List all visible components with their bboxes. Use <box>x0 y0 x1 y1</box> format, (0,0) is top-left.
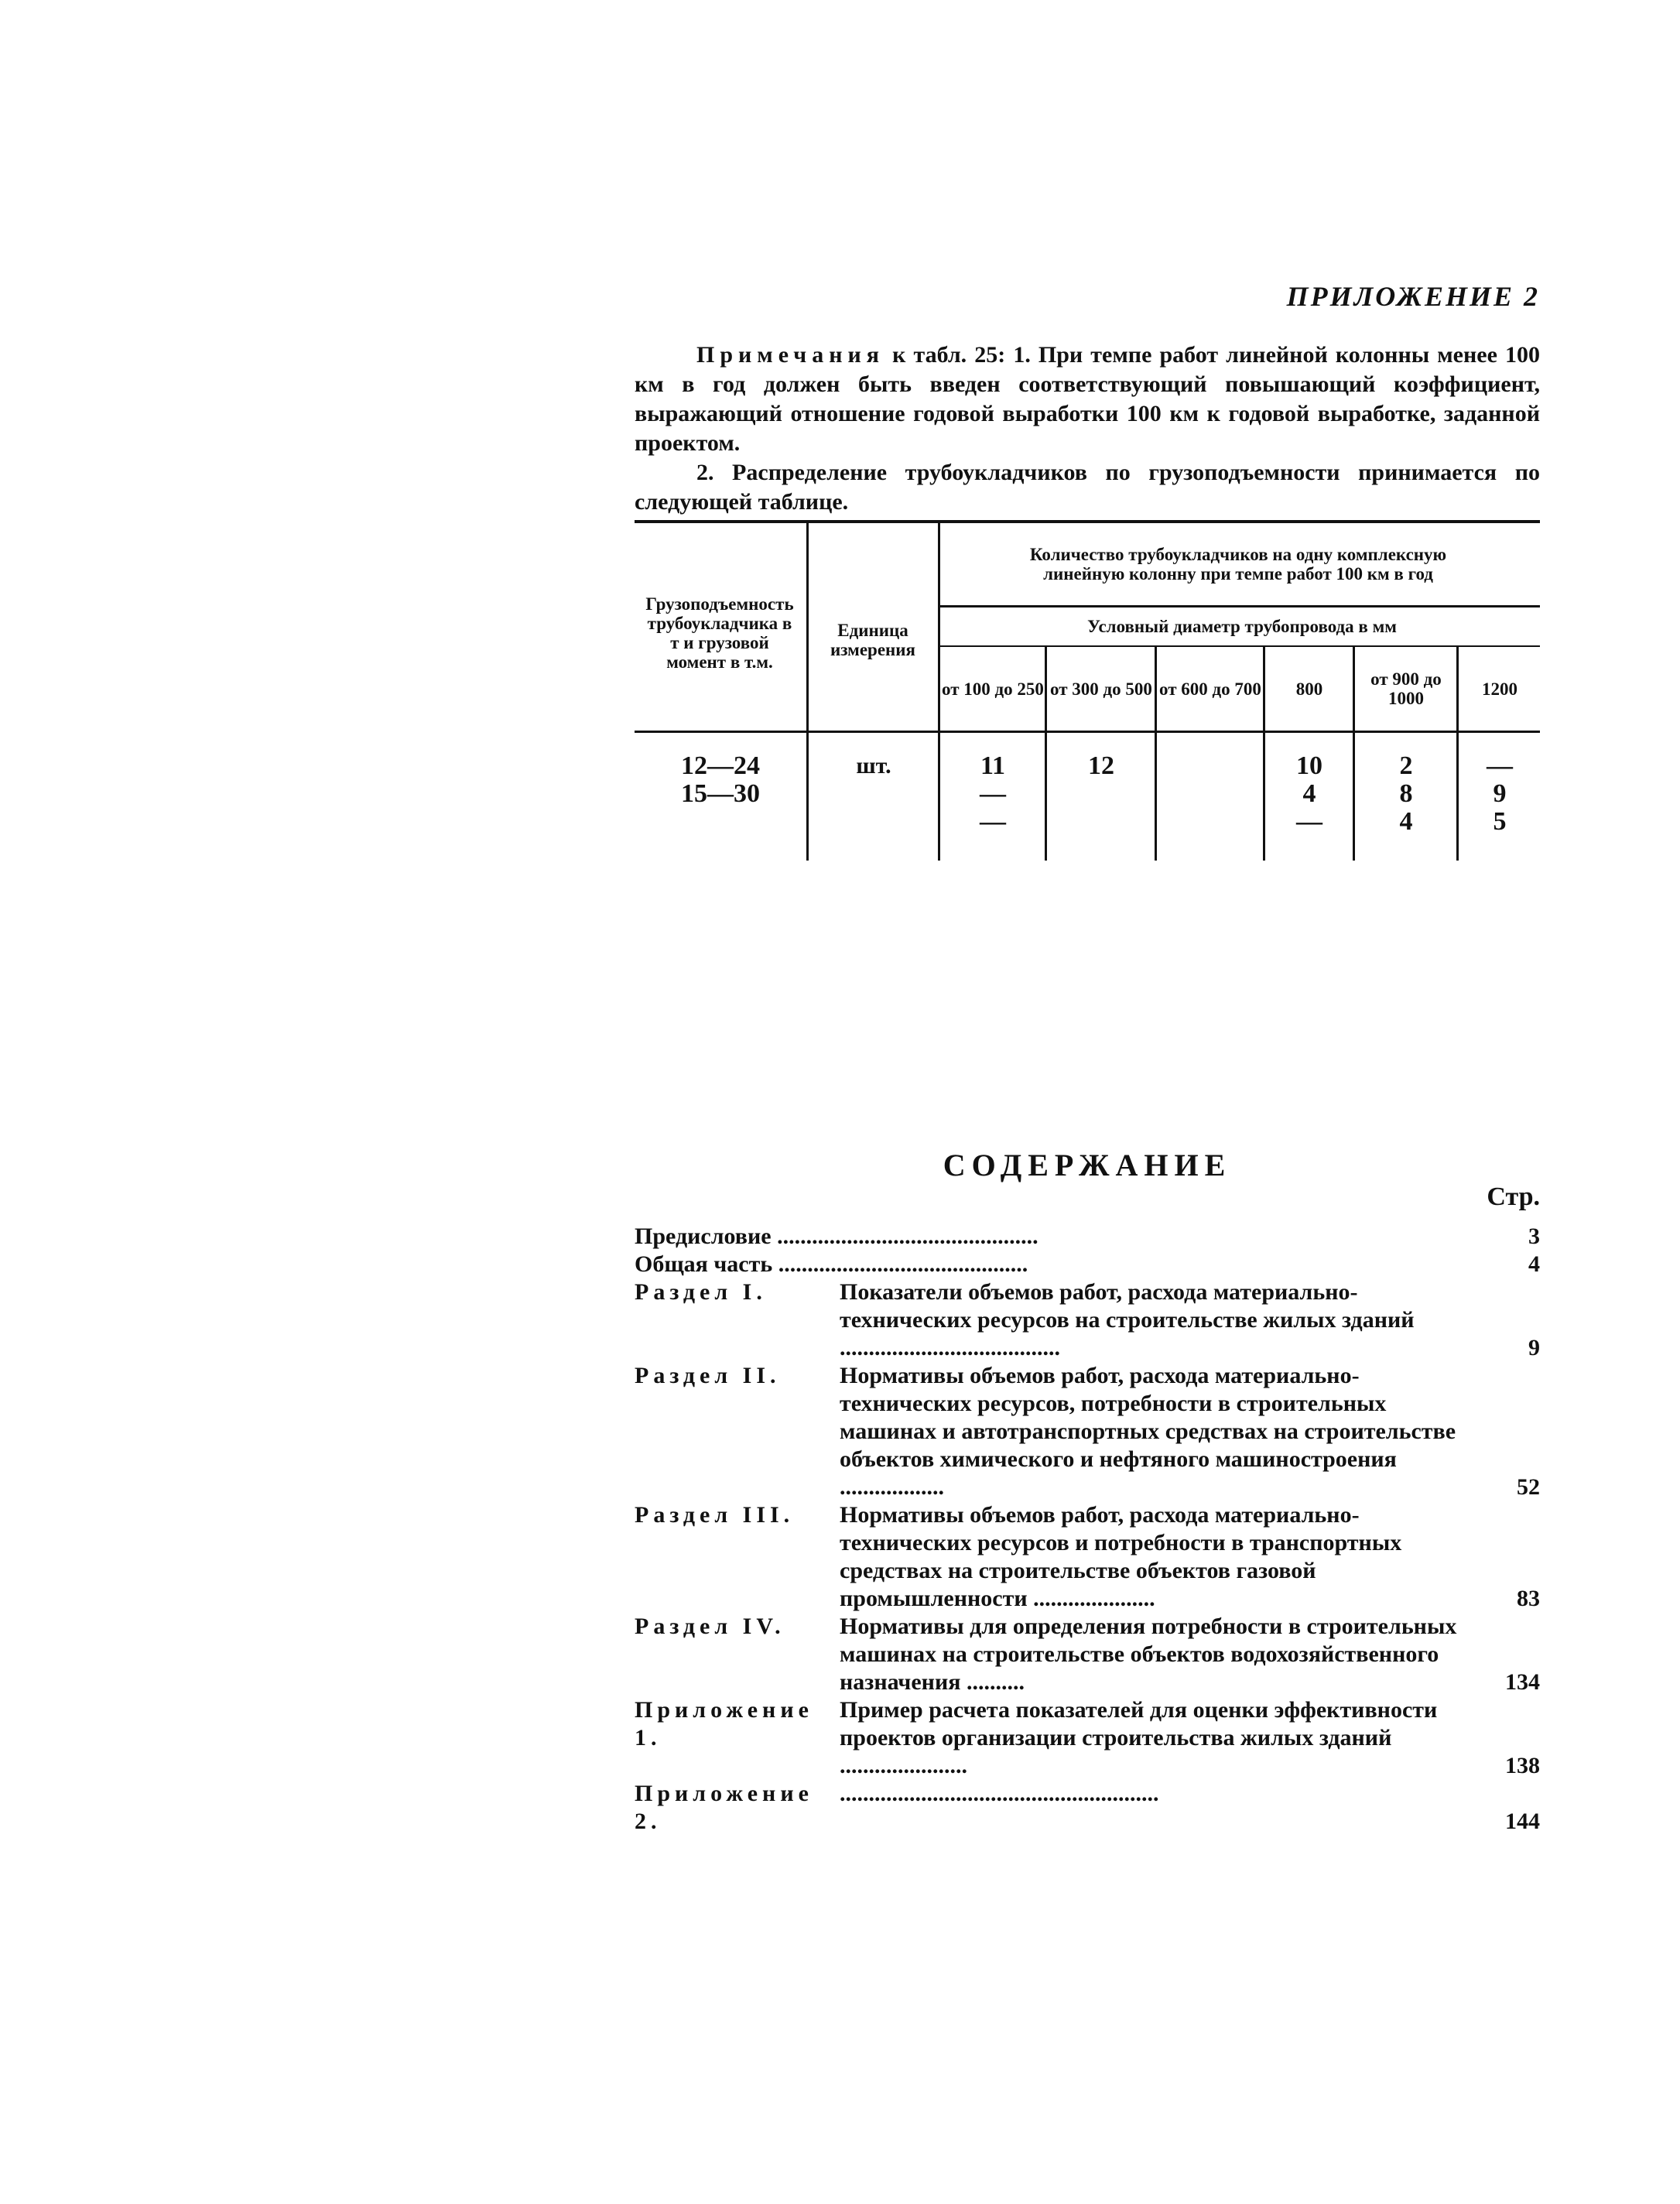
cell-c4-r3: — <box>1296 807 1322 836</box>
toc-entry-text: Показатели объемов работ, расхода материально-технических ресурсов на строительстве жилых зданий ...................................... <box>840 1279 1415 1360</box>
diameter-header-1: от 100 до 250 <box>942 679 1044 699</box>
toc-entry-text: ....................................................... <box>840 1781 1159 1806</box>
table-subheader-rule <box>938 605 1540 607</box>
note-1 <box>635 341 1540 458</box>
diameter-header-2: от 300 до 500 <box>1050 679 1152 699</box>
toc-entry-general[interactable] <box>635 1251 1540 1278</box>
cell-c4-r1: 10 <box>1296 751 1322 780</box>
cell-c1-r3: — <box>980 807 1006 836</box>
vline-3 <box>1045 647 1047 861</box>
diameter-header-3: от 600 до 700 <box>1159 679 1261 699</box>
vline-6 <box>1353 647 1355 861</box>
toc-entry-page: 83 <box>1517 1586 1540 1611</box>
diameter-header-5: от 900 до 1000 <box>1370 669 1442 708</box>
toc-entry-label: Раздел III. <box>635 1502 795 1528</box>
toc-entry-page: 4 <box>1528 1251 1540 1277</box>
toc-entry-page: 9 <box>1528 1335 1540 1360</box>
table-diameter-rule <box>938 645 1540 647</box>
toc-entry-text: Нормативы для определения потребности в строительных машинах на строительстве объектов водохозяйственного назначения .......... <box>840 1614 1457 1695</box>
cell-c5-r1: 2 <box>1399 751 1413 780</box>
cell-c6-r3: 5 <box>1493 807 1507 836</box>
toc-entry-section-2[interactable] <box>635 1362 1540 1501</box>
cell-c2-r1: 12 <box>1088 751 1114 780</box>
toc-entry-label: Раздел II. <box>635 1363 781 1388</box>
toc-entry-text: Предисловие ............................................. <box>635 1223 1038 1249</box>
cell-c5-r2: 8 <box>1399 779 1413 808</box>
vline-4 <box>1155 647 1157 861</box>
toc-entry-label: Приложение 2. <box>635 1781 813 1834</box>
unit-value: шт. <box>856 753 891 779</box>
toc-entry-text: Нормативы объемов работ, расхода материально-технических ресурсов, потребности в строительных машинах и автотранспортных средствах на строительстве объектов химического и нефтяного машиностроения .................. <box>840 1363 1456 1500</box>
cell-c1-r1: 11 <box>980 751 1006 780</box>
table-header-rule <box>635 731 1540 733</box>
header-diameter: Условный диаметр трубопровода в мм <box>1087 616 1397 636</box>
toc-entry-section-3[interactable] <box>635 1501 1540 1613</box>
toc-entry-label: Приложение 1. <box>635 1697 813 1751</box>
toc-entry-appendix-1[interactable] <box>635 1696 1540 1780</box>
toc-entry-page: 138 <box>1505 1753 1540 1778</box>
toc-entry-text: Пример расчета показателей для оценки эффективности проектов организации строительства жилых зданий ...................... <box>840 1697 1438 1778</box>
toc-entry-appendix-2[interactable] <box>635 1780 1540 1836</box>
toc-entry-page: 134 <box>1505 1669 1540 1695</box>
table-top-rule <box>635 520 1540 523</box>
toc-entry-preface[interactable] <box>635 1223 1540 1251</box>
cell-c1-r2: — <box>980 779 1006 808</box>
toc-entry-label: Раздел IV. <box>635 1614 785 1639</box>
header-count: Количество трубоукладчиков на одну комплексную линейную колонну при темпе работ 100 км в год <box>1029 545 1447 584</box>
vline-2 <box>938 520 940 861</box>
crane-distribution-table <box>635 520 1540 861</box>
note-1-text: к табл. 25: 1. При темпе работ линейной колонны менее 100 км в год должен быть введен соответствующий повышающий коэффициент, выражающий отношение годовой выработки 100 км к годовой выработке, заданной проектом. <box>635 342 1540 456</box>
toc-entry-page: 3 <box>1528 1223 1540 1249</box>
vline-1 <box>806 520 809 861</box>
toc-entry-text: Нормативы объемов работ, расхода материально-технических ресурсов и потребности в транспортных средствах на строительстве объектов газовой промышленности ..................... <box>840 1502 1402 1611</box>
note-2: 2. Распределение трубоукладчиков по грузоподъемности принимается по следующей таблице. <box>635 460 1540 515</box>
toc-entry-label: Раздел I. <box>635 1279 767 1305</box>
cell-c6-r2: 9 <box>1493 779 1507 808</box>
vline-7 <box>1456 647 1459 861</box>
note-lead: Примечания <box>696 342 885 368</box>
capacity-1: 12—24 <box>681 751 760 780</box>
table-notes <box>635 341 1540 517</box>
diameter-header-4: 800 <box>1295 679 1323 699</box>
header-unit: Единица измерения <box>830 621 915 659</box>
contents-title: СОДЕРЖАНИЕ <box>943 1148 1232 1182</box>
toc-entry-section-1[interactable] <box>635 1278 1540 1362</box>
toc-entry-page: 52 <box>1517 1474 1540 1500</box>
vline-5 <box>1263 647 1265 861</box>
capacity-2: 15—30 <box>681 779 760 808</box>
diameter-header-6: 1200 <box>1482 679 1517 699</box>
cell-c5-r3: 4 <box>1399 807 1413 836</box>
header-capacity: Грузоподъемность трубоукладчика в т и грузовой момент в т.м. <box>645 594 794 672</box>
page-header: ПРИЛОЖЕНИЕ 2 <box>1286 281 1540 312</box>
cell-c4-r2: 4 <box>1302 779 1316 808</box>
contents-page-header: Стр. <box>1487 1182 1540 1211</box>
toc-entry-text: Общая часть ........................................... <box>635 1251 1028 1277</box>
toc-entry-section-4[interactable] <box>635 1613 1540 1696</box>
toc-entry-page: 144 <box>1505 1809 1540 1834</box>
table-of-contents <box>635 1223 1540 1836</box>
cell-c6-r1: — <box>1487 751 1513 780</box>
